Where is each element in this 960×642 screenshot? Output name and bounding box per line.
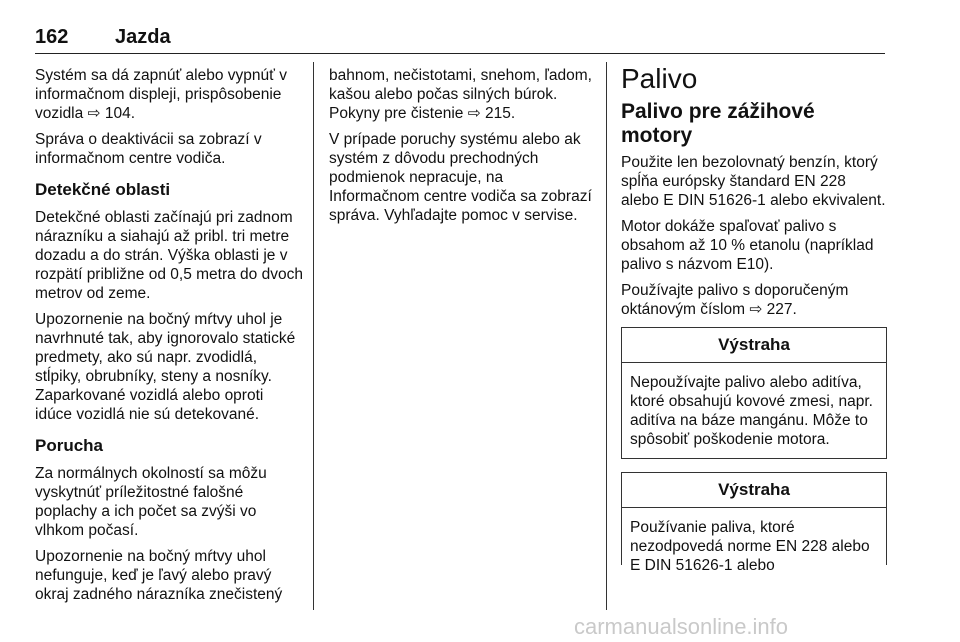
column-divider-1: [313, 62, 314, 610]
header-rule: [35, 53, 885, 54]
paragraph: Správa o deaktivácii sa zobrazí v informačnom centre vodiča.: [35, 131, 262, 167]
page-header: [35, 16, 885, 52]
paragraph: Za normálnych okolností sa môžu vyskytnúť príležitostné falošné poplachy a ich počet sa zvýši vo vlhkom počasí.: [35, 465, 267, 539]
section-heading-detection: Detekčné oblasti: [35, 180, 171, 199]
paragraph: Upozornenie na bočný mŕtvy uhol nefunguje, keď je ľavý alebo pravý okraj zadného nárazníka znečistený: [35, 548, 283, 603]
column-divider-2: [606, 62, 607, 610]
paragraph: V prípade poruchy systému alebo ak systém z dôvodu prechodných podmienok nepracuje, na Informačnom centre vodiča sa zobrazí správa. Vyhľadajte pomoc v servise.: [329, 131, 592, 224]
column-1: [35, 66, 303, 611]
paragraph: bahnom, nečistotami, snehom, ľadom, kašou alebo počas silných búrok. Pokyny pre čistenie ⇨ 215.: [329, 67, 592, 122]
warning-box: [621, 472, 887, 574]
paragraph: Systém sa dá zapnúť alebo vypnúť v informačnom displeji, prispôsobenie vozidla ⇨ 104.: [35, 67, 288, 122]
watermark: carmanualsonline.info: [574, 614, 789, 639]
column-2: [329, 66, 597, 232]
page-number: 162: [35, 26, 69, 48]
paragraph: Použite len bezolovnatý benzín, ktorý spĺňa európsky štandard EN 228 alebo E DIN 51626-1 alebo ekvivalent.: [621, 154, 886, 209]
warning-text: Používanie paliva, ktoré nezodpovedá norme EN 228 alebo E DIN 51626-1 alebo: [630, 519, 870, 574]
warning-text: Nepoužívajte palivo alebo aditíva, ktoré obsahujú kovové zmesi, napr. aditíva na báze mangánu. Môže to spôsobiť poškodenie motora.: [630, 374, 873, 448]
section-heading-petrol: Palivo pre zážihové motory: [621, 100, 815, 147]
section-heading-fault: Porucha: [35, 436, 104, 455]
paragraph: Motor dokáže spaľovať palivo s obsahom až 10 % etanolu (napríklad palivo s názvom E10).: [621, 218, 874, 273]
paragraph: Upozornenie na bočný mŕtvy uhol je navrhnuté tak, aby ignorovalo statické predmety, ako sú napr. zvodidlá, stĺpiky, obrubníky, steny a nosníky. Zaparkované vozidlá alebo oproti idúce vozidlá nie sú detekované.: [35, 311, 296, 423]
paragraph: Detekčné oblasti začínajú pri zadnom nárazníku a siahajú až pribl. tri metre dozadu a do strán. Výška oblasti je v rozpätí približne od 0,5 metra do dvoch metrov od zeme.: [35, 209, 303, 302]
chapter-heading-fuel: Palivo: [621, 63, 698, 94]
paragraph: Používajte palivo s doporučeným oktánovým číslom ⇨ 227.: [621, 282, 849, 318]
column-3: [621, 62, 887, 574]
warning-box: [621, 327, 887, 459]
warning-title: Výstraha: [622, 473, 886, 508]
warning-title: Výstraha: [622, 328, 886, 363]
chapter-title: Jazda: [115, 26, 171, 48]
